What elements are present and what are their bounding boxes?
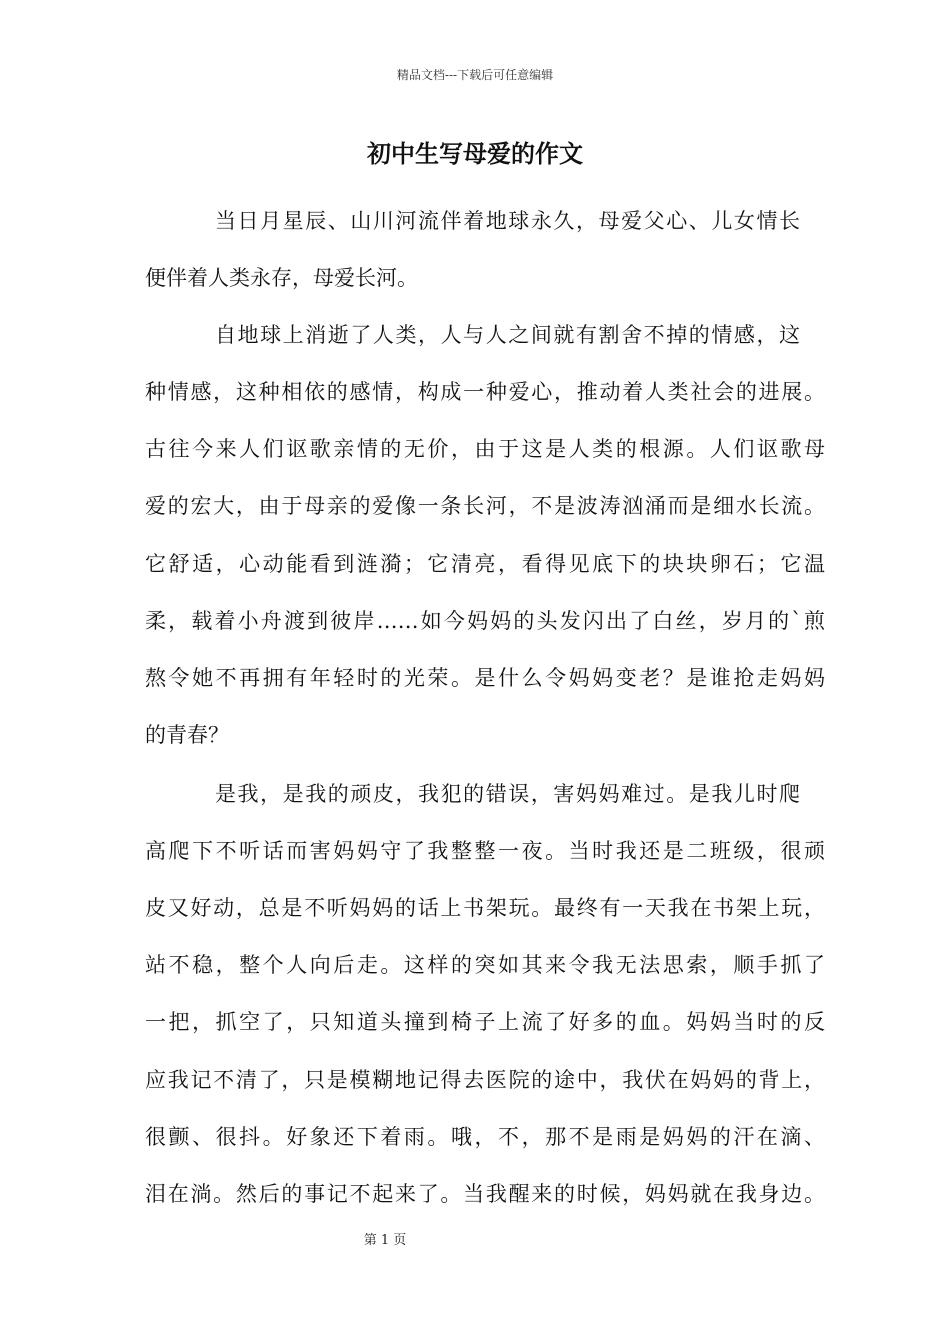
text-line: 古往今来人们讴歌亲情的无价，由于这是人类的根源。人们讴歌母 — [145, 437, 825, 461]
text-line: 爱的宏大，由于母亲的爱像一条长河，不是波涛汹涌而是细水长流。 — [145, 494, 825, 518]
page-number: 第 1 页 — [363, 1233, 407, 1248]
text-line: 应我记不清了，只是模糊地记得去医院的途中，我伏在妈妈的背上， — [145, 1068, 825, 1092]
page-header-note: 精品文档---下载后可任意编辑 — [396, 68, 554, 82]
text-line: 一把，抓空了，只知道头撞到椅子上流了好多的血。妈妈当时的反 — [145, 1010, 825, 1034]
text-line: 它舒适，心动能看到涟漪；它清亮，看得见底下的块块卵石；它温 — [145, 552, 825, 576]
text-line: 很颤、很抖。好象还下着雨。哦，不，那不是雨是妈妈的汗在滴、 — [145, 1125, 825, 1149]
text-line: 自地球上消逝了人类，人与人之间就有割舍不掉的情感，这 — [215, 323, 800, 347]
text-line: 皮又好动，总是不听妈妈的话上书架玩。最终有一天我在书架上玩， — [145, 896, 825, 920]
text-line: 当日月星辰、山川河流伴着地球永久，母爱父心、儿女情长 — [215, 209, 800, 233]
text-line: 熬令她不再拥有年轻时的光荣。是什么令妈妈变老？是谁抢走妈妈 — [145, 666, 825, 690]
text-line: 高爬下不听话而害妈妈守了我整整一夜。当时我还是二班级，很顽 — [145, 839, 825, 863]
text-line: 种情感，这种相依的感情，构成一种爱心，推动着人类社会的进展。 — [145, 380, 825, 404]
text-line: 便伴着人类永存，母爱长河。 — [145, 266, 418, 290]
text-line: 的青春？ — [145, 723, 229, 747]
text-line: 站不稳，整个人向后走。这样的突如其来令我无法思索，顺手抓了 — [145, 953, 825, 977]
document-title: 初中生写母爱的作文 — [367, 139, 583, 168]
text-line: 柔，载着小舟渡到彼岸……如今妈妈的头发闪出了白丝，岁月的`煎 — [145, 609, 825, 633]
text-line: 泪在淌。然后的事记不起来了。当我醒来的时候，妈妈就在我身边。 — [145, 1182, 825, 1206]
text-line: 是我，是我的顽皮，我犯的错误，害妈妈难过。是我儿时爬 — [215, 782, 800, 806]
